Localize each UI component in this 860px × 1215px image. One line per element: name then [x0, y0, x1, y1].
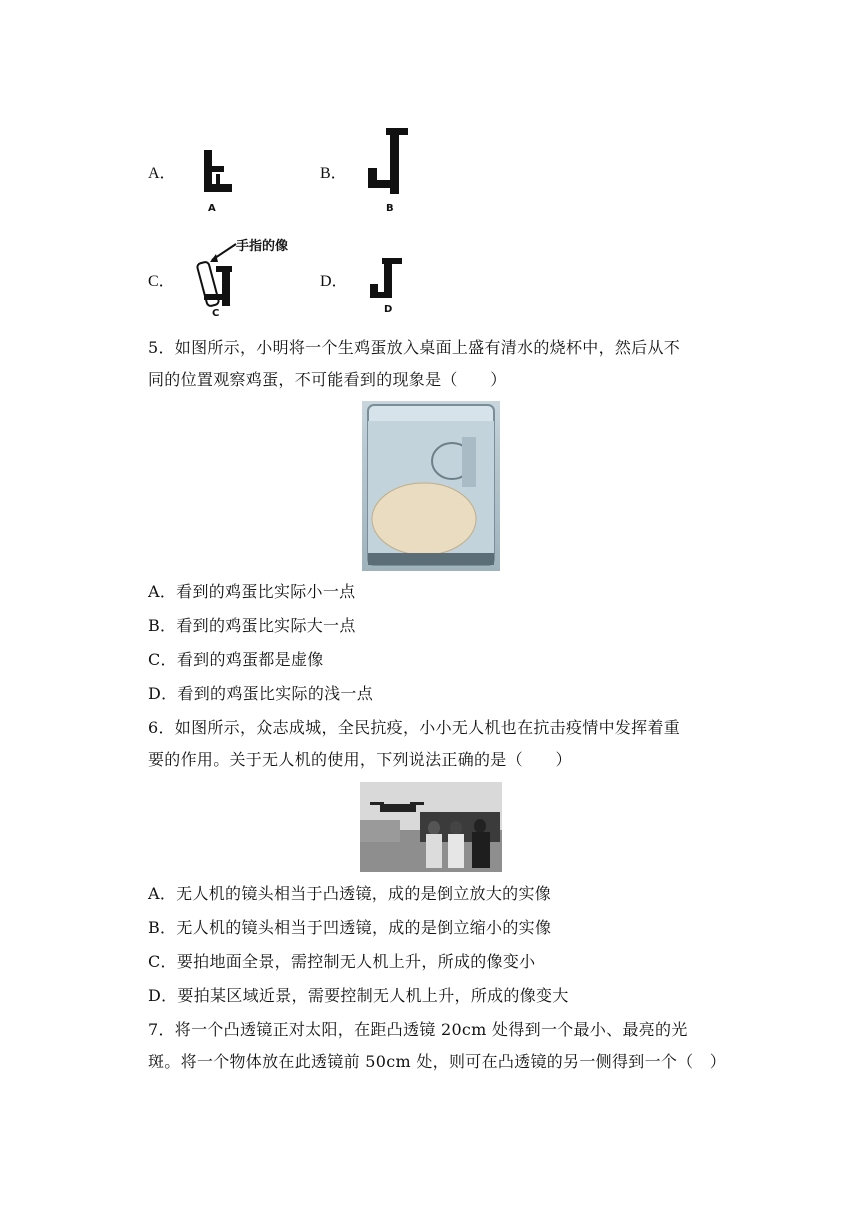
drone-photo-image: [360, 782, 502, 872]
option-d-label: D．: [320, 273, 348, 290]
option-b-image: [364, 126, 416, 206]
q5-stem-line2: 同的位置观察鸡蛋，不可能看到的现象是（ ）: [148, 370, 507, 389]
option-b-label: B．: [320, 165, 347, 182]
option-c-image: [196, 240, 244, 316]
q5-option-c: C．看到的鸡蛋都是虚像: [148, 650, 324, 669]
option-d-image: [366, 256, 410, 308]
egg-in-beaker-image: [362, 401, 500, 571]
q5-option-b: B．看到的鸡蛋比实际大一点: [148, 616, 356, 635]
q5-option-d: D．看到的鸡蛋比实际的浅一点: [148, 684, 374, 703]
q6-stem-line2: 要的作用。关于无人机的使用，下列说法正确的是（ ）: [148, 750, 572, 769]
q6-stem-line1: 6．如图所示，众志成城，全民抗疫，小小无人机也在抗击疫情中发挥着重: [148, 718, 681, 737]
q6-option-b: B．无人机的镜头相当于凹透镜，成的是倒立缩小的实像: [148, 918, 552, 937]
q7-stem-line1: 7．将一个凸透镜正对太阳，在距凸透镜 20cm 处得到一个最小、最亮的光: [148, 1020, 688, 1039]
q6-option-d: D．要拍某区域近景，需要控制无人机上升，所成的像变大: [148, 986, 569, 1005]
q7-stem-line2: 斑。将一个物体放在此透镜前 50cm 处，则可在凸透镜的另一侧得到一个（ ）: [148, 1052, 727, 1071]
q5-stem-line1: 5．如图所示，小明将一个生鸡蛋放入桌面上盛有清水的烧杯中，然后从不: [148, 338, 681, 357]
q5-option-a: A．看到的鸡蛋比实际小一点: [148, 582, 356, 601]
option-a-caption: A: [208, 203, 216, 214]
option-d-caption: D: [384, 304, 393, 315]
q6-option-c: C．要拍地面全景，需控制无人机上升，所成的像变小: [148, 952, 536, 971]
option-c-caption: C: [212, 308, 220, 319]
finger-caption: 手指的像: [236, 239, 289, 254]
option-a-image: [196, 148, 240, 214]
q6-option-a: A．无人机的镜头相当于凸透镜，成的是倒立放大的实像: [148, 884, 552, 903]
option-c-label: C．: [148, 273, 175, 290]
option-a-label: A．: [148, 165, 176, 182]
option-b-caption: B: [386, 203, 394, 214]
